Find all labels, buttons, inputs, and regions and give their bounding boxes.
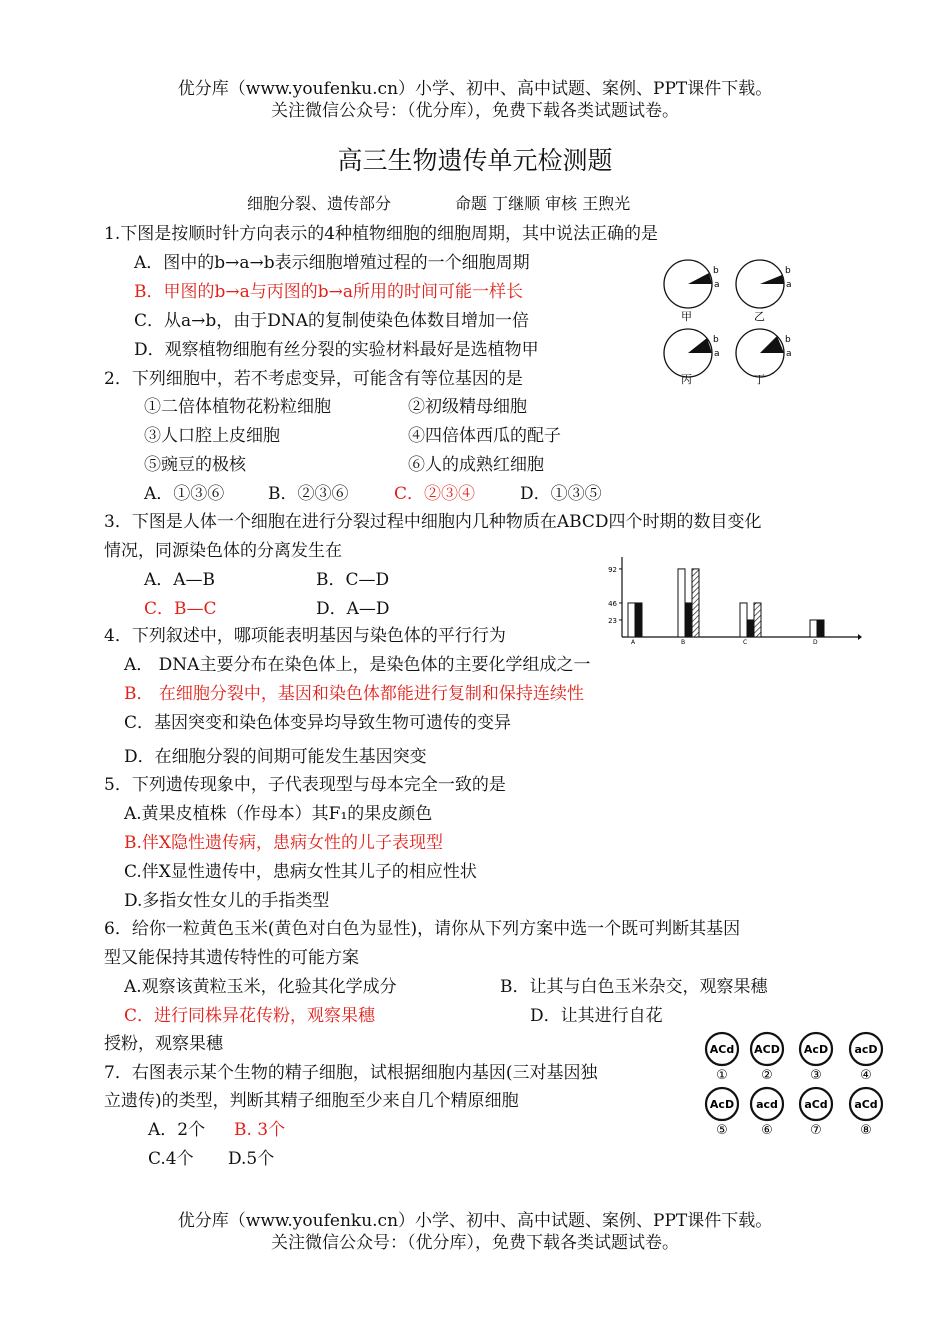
q2-item-2: ②初级精母细胞 xyxy=(408,397,527,417)
q2-item-3: ③人口腔上皮细胞 xyxy=(144,426,280,446)
sperm-cell-3 xyxy=(800,1033,832,1083)
q4-option-c: C．基因突变和染色体变异均导致生物可遗传的变异 xyxy=(124,713,512,733)
q6-option-a: A.观察该黄粒玉米，化验其化学成分 xyxy=(124,977,397,997)
q2-option-c: C．②③④ xyxy=(394,484,476,504)
bar-C-hatched xyxy=(754,603,761,637)
footer-line-1: 优分库（www.youfenku.cn）小学、初中、高中试题、案例、PPT课件下载。 xyxy=(177,1211,773,1231)
x-tick-label: B xyxy=(681,639,686,645)
q1-option-b: B．甲图的b→a与丙图的b→a所用的时间可能一样长 xyxy=(134,282,524,302)
fig-label-ding: 丁 xyxy=(754,373,765,386)
svg-text:⑤: ⑤ xyxy=(716,1123,728,1138)
x-axis-arrow xyxy=(858,634,862,640)
footer-line-2: 关注微信公众号：（优分库），免费下载各类试题试卷。 xyxy=(271,1233,679,1253)
y-tick-label: 92 xyxy=(608,565,617,574)
subtitle-author: 命题 丁继顺 审核 王煦光 xyxy=(455,194,631,213)
q2-option-b: B．②③⑥ xyxy=(268,484,349,504)
sperm-cell-2 xyxy=(751,1033,783,1083)
subtitle-section: 细胞分裂、遗传部分 xyxy=(247,194,392,213)
q4-option-d: D．在细胞分裂的间期可能发生基因突变 xyxy=(124,747,427,767)
q6-option-c: C．进行同株异花传粉，观察果穗 xyxy=(124,1006,376,1026)
q7-stem-2: 立遗传)的类型，判断其精子细胞至少来自几个精原细胞 xyxy=(104,1091,519,1111)
fig-yi-label-a: a xyxy=(786,280,792,290)
fig-ding-label-b: b xyxy=(785,335,791,345)
fig-bing-label-b: b xyxy=(713,335,719,345)
sperm-cell-7 xyxy=(800,1088,832,1138)
q7-option-d: D.5个 xyxy=(228,1149,275,1169)
sperm-cell-4 xyxy=(850,1033,882,1083)
svg-text:④: ④ xyxy=(860,1068,872,1083)
q5-stem: 5．下列遗传现象中，子代表现型与母本完全一致的是 xyxy=(104,775,506,795)
svg-text:AcD: AcD xyxy=(803,1043,829,1056)
bar-C-white xyxy=(740,603,747,637)
fig-ding-label-a: a xyxy=(786,349,792,359)
fig-label-yi: 乙 xyxy=(754,310,765,323)
q2-item-4: ④四倍体西瓜的配子 xyxy=(408,426,561,446)
q2-item-6: ⑥人的成熟红细胞 xyxy=(408,455,544,475)
cell-cycle-figure xyxy=(662,258,802,386)
q5-option-a: A.黄果皮植株（作母本）其F₁的果皮颜色 xyxy=(124,804,433,824)
q5-option-c: C.伴X显性遗传中，患病女性其儿子的相应性状 xyxy=(124,862,477,882)
x-tick-label: C xyxy=(743,639,748,645)
svg-text:③: ③ xyxy=(810,1068,822,1083)
q6-option-d: D．让其进行自花 xyxy=(530,1006,663,1026)
header-line-2: 关注微信公众号：（优分库），免费下载各类试题试卷。 xyxy=(271,101,679,121)
svg-text:ACd: ACd xyxy=(709,1043,735,1056)
x-tick-label: D xyxy=(813,639,818,645)
fig-yi-label-b: b xyxy=(785,266,791,276)
bar-D-black xyxy=(817,620,824,637)
fig-jia-label-b: b xyxy=(713,266,719,276)
q4-stem: 4．下列叙述中，哪项能表明基因与染色体的平行行为 xyxy=(104,626,506,646)
svg-text:aCd: aCd xyxy=(854,1098,878,1111)
q3-option-b: B．C—D xyxy=(316,570,390,590)
q2-option-d: D．①③⑤ xyxy=(520,484,602,504)
q5-option-b: B.伴X隐性遗传病，患病女性的儿子表现型 xyxy=(124,833,443,853)
q1-stem: 1.下图是按顺时针方向表示的4种植物细胞的细胞周期，其中说法正确的是 xyxy=(104,224,659,244)
q5-option-d: D.多指女性女儿的手指类型 xyxy=(124,891,330,911)
q7-option-b: B. 3个 xyxy=(234,1120,286,1140)
svg-text:⑥: ⑥ xyxy=(761,1123,773,1138)
fig-jia-label-a: a xyxy=(714,280,720,290)
q6-option-d-cont: 授粉，观察果穗 xyxy=(104,1034,223,1054)
sperm-cell-1 xyxy=(706,1033,738,1083)
bar-A-white xyxy=(628,603,635,637)
bar-B-hatched xyxy=(692,569,699,637)
bar-B-white xyxy=(678,569,685,637)
q2-option-a: A．①③⑥ xyxy=(144,484,225,504)
q3-stem-1: 3．下图是人体一个细胞在进行分裂过程中细胞内几种物质在ABCD四个时期的数目变化 xyxy=(104,512,762,532)
svg-text:⑧: ⑧ xyxy=(860,1123,872,1138)
svg-text:ACD: ACD xyxy=(754,1043,780,1056)
sperm-cell-5 xyxy=(706,1088,738,1138)
q3-option-a: A．A—B xyxy=(144,570,216,590)
svg-text:acd: acd xyxy=(756,1098,778,1111)
q4-option-a: A． DNA主要分布在染色体上，是染色体的主要化学组成之一 xyxy=(124,655,591,675)
q1-option-a: A．图中的b→a→b表示细胞增殖过程的一个细胞周期 xyxy=(134,253,530,273)
q6-stem-2: 型又能保持其遗传特性的可能方案 xyxy=(104,948,359,968)
fig-label-bing: 丙 xyxy=(681,373,692,386)
fig-bing-label-a: a xyxy=(714,349,720,359)
q2-item-5: ⑤豌豆的极核 xyxy=(144,455,246,475)
q3-stem-2: 情况，同源染色体的分离发生在 xyxy=(104,541,342,561)
header-line-1: 优分库（www.youfenku.cn）小学、初中、高中试题、案例、PPT课件下载。 xyxy=(177,79,773,99)
q2-item-1: ①二倍体植物花粉粒细胞 xyxy=(144,397,331,417)
q3-option-c: C．B—C xyxy=(144,599,217,619)
bar-D-white xyxy=(810,620,817,637)
q4-option-b: B． 在细胞分裂中，基因和染色体都能进行复制和保持连续性 xyxy=(124,684,584,704)
page-title: 高三生物遗传单元检测题 xyxy=(337,146,613,175)
sperm-cells-figure xyxy=(700,1030,890,1142)
bar-A-black xyxy=(635,603,642,637)
q1-option-c: C．从a→b，由于DNA的复制使染色体数目增加一倍 xyxy=(134,311,530,331)
q1-option-d: D．观察植物细胞有丝分裂的实验材料最好是选植物甲 xyxy=(134,340,539,360)
svg-text:acD: acD xyxy=(854,1043,878,1056)
q7-option-c: C.4个 xyxy=(148,1149,194,1169)
svg-text:①: ① xyxy=(716,1068,728,1083)
q7-stem-1: 7．右图表示某个生物的精子细胞，试根据细胞内基因(三对基因独 xyxy=(104,1063,598,1083)
y-tick-label: 23 xyxy=(608,616,617,625)
bar-B-black xyxy=(685,603,692,637)
q3-option-d: D．A—D xyxy=(316,599,390,619)
q2-stem: 2．下列细胞中，若不考虑变异，可能含有等位基因的是 xyxy=(104,369,523,389)
svg-text:②: ② xyxy=(761,1068,773,1083)
sperm-cell-8 xyxy=(850,1088,882,1138)
bar-C-black xyxy=(747,620,754,637)
q7-option-a: A．2个 xyxy=(148,1120,206,1140)
sperm-cell-6 xyxy=(751,1088,783,1138)
bar-chart xyxy=(600,555,862,645)
y-tick-label: 46 xyxy=(608,599,617,608)
q6-option-b: B．让其与白色玉米杂交，观察果穗 xyxy=(500,977,768,997)
svg-text:⑦: ⑦ xyxy=(810,1123,822,1138)
fig-label-jia: 甲 xyxy=(681,310,692,323)
q6-stem-1: 6．给你一粒黄色玉米(黄色对白色为显性)，请你从下列方案中选一个既可判断其基因 xyxy=(104,919,741,939)
x-tick-label: A xyxy=(631,639,636,645)
svg-text:aCd: aCd xyxy=(804,1098,828,1111)
svg-text:AcD: AcD xyxy=(709,1098,735,1111)
